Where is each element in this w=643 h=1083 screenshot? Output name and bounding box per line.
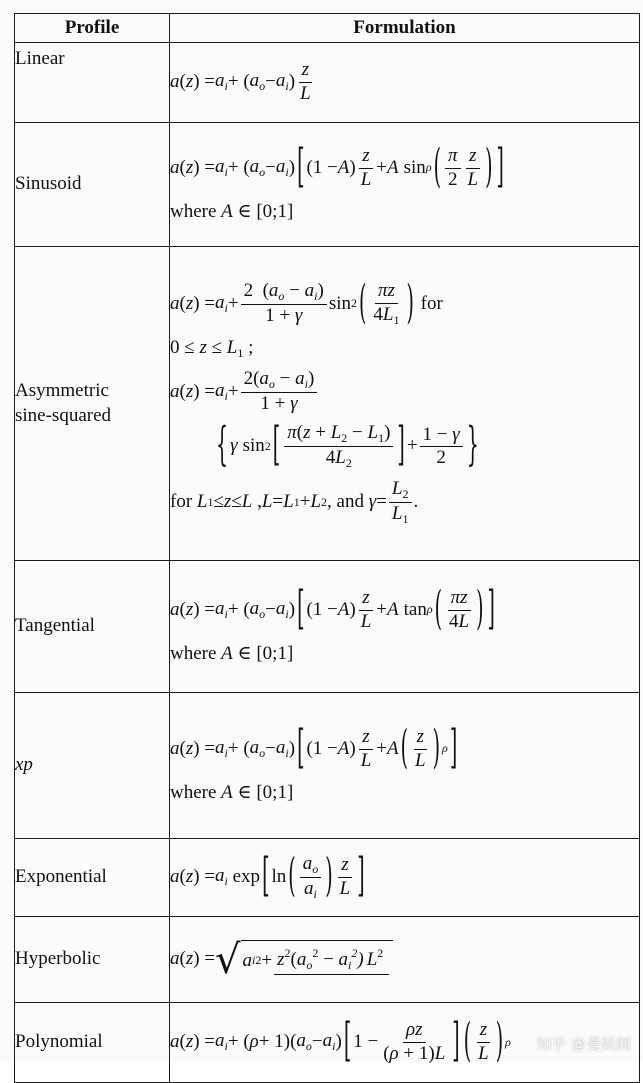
header-profile: Profile (15, 14, 170, 43)
profile-name-line1: Asymmetric (15, 379, 109, 401)
formula-tangential: a ( z ) = $a_i$ + ( $a_o$ − $a_i$ ) [ (1 − A ) $\frac{z}{L}$ + A tan ρ ( $\frac{\pi z}{4L}$ ) ] where A ∈ [0;1] (170, 561, 640, 693)
profile-name: Hyperbolic (15, 917, 170, 1003)
where-label: where (170, 201, 217, 223)
watermark: 知乎 @曼妖阁 (536, 1035, 631, 1053)
table-header-row (15, 14, 640, 43)
formula-sinusoid: a ( z ) = $a_i$ + ( $a_o$ − $a_i$ ) [ (1 − A ) $\frac{z}{L}$ + A sin ρ ( $\frac{\pi}{2}$ $\frac{z}{L}$ ) ] where A ∈ [0;1] (170, 123, 640, 247)
profile-name: Polynomial (15, 1003, 170, 1083)
table-row (15, 247, 640, 561)
profile-name: Tangential (15, 561, 170, 693)
formula-linear: a ( z ) = $a_i$ + ( $a_o$ − $a_i$ ) $\frac{z}{L}$ (170, 43, 640, 123)
where-label: where (170, 643, 217, 665)
formula-polynomial: a ( z ) = $a_i$ + ( ρ + 1)( $a_o$ − $a_i$ ) [ 1 − $\frac{\rho z}{(\rho + 1)L}$ ] ( $\frac{z}{L}$ ) ρ (170, 1003, 640, 1083)
header-formulation: Formulation (170, 14, 640, 43)
table-row (15, 561, 640, 693)
table-row (15, 123, 640, 247)
formula-hyperbolic: a ( z ) = √ a i 2 + $z^2(a_o^2 - a_i^2)$ $L^2$ (170, 917, 640, 1003)
for-label: for (170, 490, 193, 512)
table-row (15, 43, 640, 123)
profile-name (15, 247, 170, 561)
profile-name-line2: sine-squared (15, 404, 112, 426)
table-row (15, 839, 640, 917)
table-row (15, 917, 640, 1003)
formula-asymmetric-sine-squared: a ( z ) = $a_i$ + $\frac{2 (a_o - a_i)}{1 + \gamma}$ sin 2 ( $\frac{\pi z}{4L_1}$ ) for $0 \le z \le L_1$ ; a ( z ) = $a_i$ + $\frac{2(a_o - a_i)}{1 + \gamma}$ { γ sin 2 [ $\frac{\pi(z + L_2 - L_1)}{4L_2}$ ] + $\frac{1 - \gamma}{2}$ } for L 1 ≤ z ≤ L , L = L 1 + L 2 , and γ = $\frac{L_2}{L_1}$ . (170, 247, 640, 561)
profile-name: Exponential (15, 839, 170, 917)
profile-name: Linear (15, 43, 170, 123)
and-label: , and (327, 490, 364, 512)
table-row (15, 693, 640, 839)
profiles-table (14, 13, 640, 1083)
formula-exponential: a ( z ) = $a_i$ exp [ ln ( $\frac{a_o}{a_i}$ ) $\frac{z}{L}$ ] (170, 839, 640, 917)
profile-name: xp (15, 693, 170, 839)
profile-name: Sinusoid (15, 123, 170, 247)
for-label: for (420, 292, 443, 314)
where-label: where (170, 782, 217, 804)
formula-xp: a ( z ) = $a_i$ + ( $a_o$ − $a_i$ ) [ (1 − A ) $\frac{z}{L}$ + A ( $\frac{z}{L}$ ) ρ ] where A ∈ [0;1] (170, 693, 640, 839)
